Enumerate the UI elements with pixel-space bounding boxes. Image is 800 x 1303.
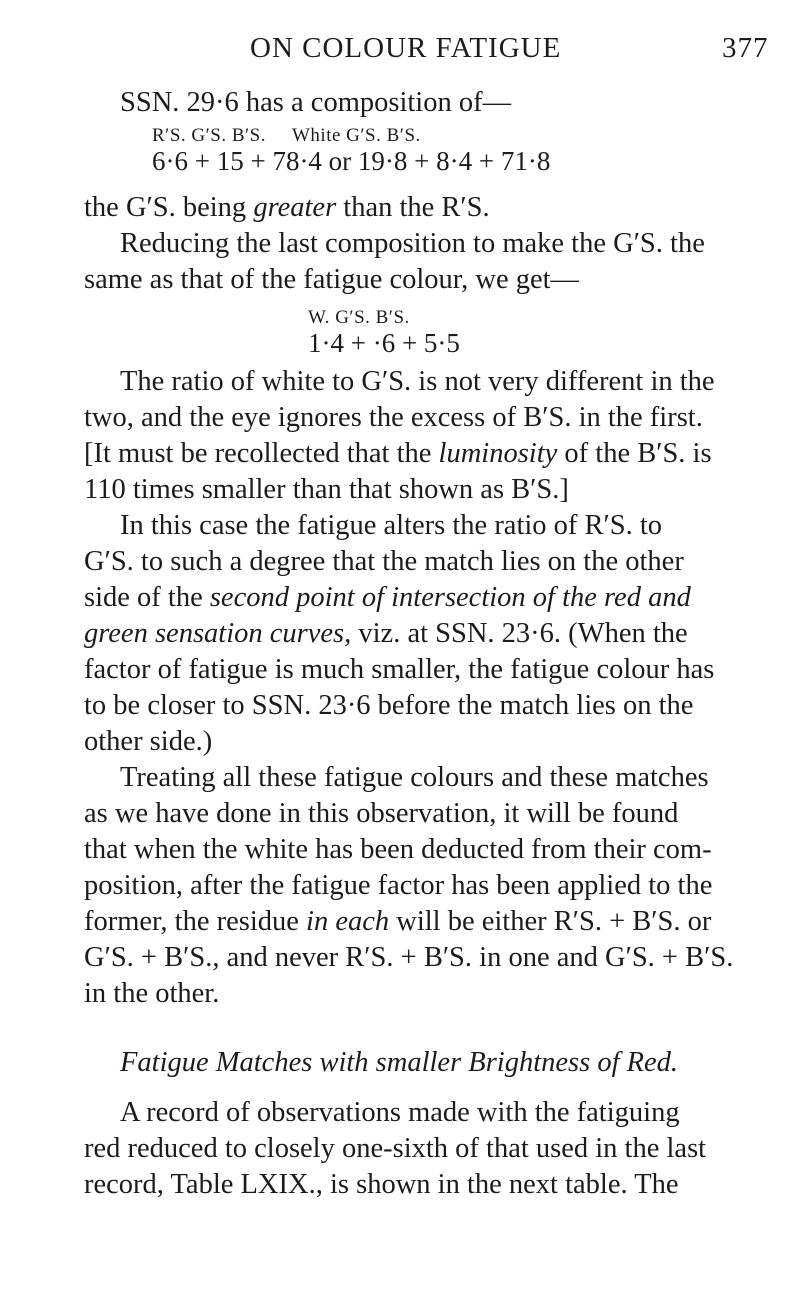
text-line: The ratio of white to G′S. is not very different in the <box>120 366 715 397</box>
reduced-formula: 1·4 + ·6 + 5·5 <box>308 328 460 358</box>
text-line: [It must be recollected that the luminosity of the B′S. is <box>84 438 712 469</box>
text-line: the G′S. being greater than the R′S. <box>84 192 490 223</box>
text-line: In this case the fatigue alters the ratio of R′S. to <box>120 510 663 541</box>
text-line: in the other. <box>84 978 220 1009</box>
text-line: Treating all these fatigue colours and these matches <box>120 762 709 793</box>
text-line: other side.) <box>84 726 213 757</box>
composition-formula: 6·6 + 15 + 78·4 or 19·8 + 8·4 + 71·8 <box>152 146 551 176</box>
running-header <box>0 32 800 72</box>
running-title: ON COLOUR FATIGUE <box>250 32 562 64</box>
section-heading: Fatigue Matches with smaller Brightness of Red. <box>120 1047 679 1078</box>
text-line: same as that of the fatigue colour, we get— <box>84 264 580 295</box>
text-line: G′S. + B′S., and never R′S. + B′S. in one and G′S. + B′S. <box>84 942 734 973</box>
text-line: G′S. to such a degree that the match lies on the other <box>84 546 684 577</box>
text-line: position, after the fatigue factor has been applied to the <box>84 870 713 901</box>
text-line: SSN. 29·6 has a composition of— <box>120 87 512 118</box>
text-line: 110 times smaller than that shown as B′S.] <box>84 474 569 505</box>
text-line: two, and the eye ignores the excess of B′S. in the first. <box>84 402 703 433</box>
page-number: 377 <box>722 32 769 64</box>
text-line: A record of observations made with the fatiguing <box>120 1097 680 1128</box>
text-line: red reduced to closely one-sixth of that used in the last <box>84 1133 707 1164</box>
text-line: Reducing the last composition to make the G′S. the <box>120 228 705 259</box>
text-line: former, the residue in each will be either R′S. + B′S. or <box>84 906 712 937</box>
text-line: factor of fatigue is much smaller, the fatigue colour has <box>84 654 715 685</box>
text-line: record, Table LXIX., is shown in the next table. The <box>84 1169 679 1200</box>
text-line: green sensation curves, viz. at SSN. 23·6. (When the <box>84 618 688 649</box>
text-line: that when the white has been deducted from their com- <box>84 834 712 865</box>
text-line: as we have done in this observation, it will be found <box>84 798 679 829</box>
text-line: side of the second point of intersection of the red and <box>84 582 691 613</box>
text-line: to be closer to SSN. 23·6 before the match lies on the <box>84 690 694 721</box>
reduced-labels: W. G′S. B′S. <box>308 307 410 328</box>
composition-labels: R′S. G′S. B′S. White G′S. B′S. <box>152 125 421 146</box>
